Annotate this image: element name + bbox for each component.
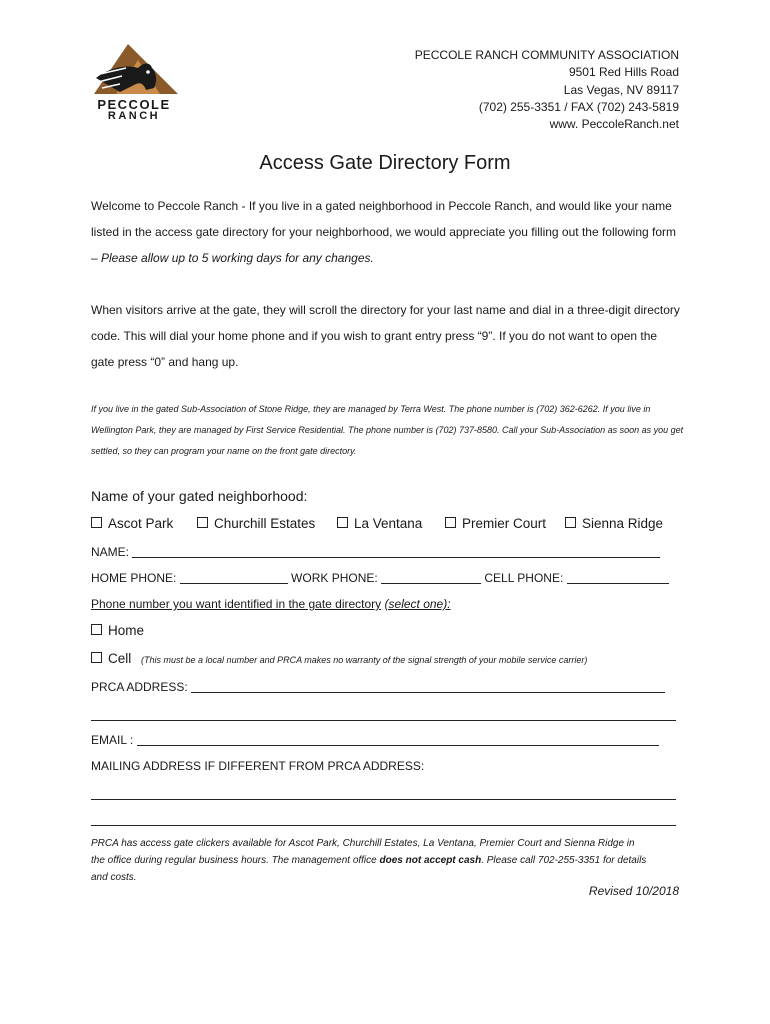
option-sienna-ridge[interactable]: Sienna Ridge	[565, 516, 663, 531]
address-block	[415, 47, 679, 133]
website-link[interactable]: www. PeccoleRanch.net	[549, 117, 679, 132]
prca-address-line-2[interactable]	[91, 720, 676, 721]
mailing-address-label: MAILING ADDRESS IF DIFFERENT FROM PRCA ADDRESS:	[91, 759, 425, 773]
logo-text-ranch: RANCH	[107, 110, 161, 122]
mailing-address-line-2[interactable]	[91, 825, 676, 826]
cell-phone-label: CELL PHONE:	[484, 571, 564, 585]
cell-note: (This must be a local number and PRCA makes no warranty of the signal strength of your mobile service carrier)	[141, 655, 588, 665]
cell-phone-field[interactable]	[567, 571, 669, 584]
no-cash-notice: does not accept cash	[379, 855, 482, 866]
email-field[interactable]	[137, 733, 659, 746]
option-premier-court[interactable]: Premier Court	[445, 516, 546, 531]
prca-address-field[interactable]	[191, 680, 665, 693]
prca-address-row	[91, 680, 665, 694]
phone-option-home[interactable]: Home	[91, 623, 144, 638]
street-address: 9501 Red Hills Road	[568, 65, 679, 80]
name-field[interactable]	[132, 545, 660, 558]
checkbox[interactable]	[197, 517, 208, 528]
logo-text-peccole: PECCOLE	[97, 97, 171, 112]
neighborhood-options	[0, 516, 770, 536]
intro-italic-note: Please allow up to 5 working days for any changes.	[101, 251, 374, 265]
sub-association-note: If you live in the gated Sub-Association of Stone Ridge, they are managed by Terra West. The phone number is (702) 362-6262. If you live in Wellington Park, they are managed by First Service Residential. The phone number is (702) 737-8580. Call your Sub-Association as soon as you get settled, so they can program your name on the front gate directory.	[91, 404, 684, 456]
option-ascot-park[interactable]: Ascot Park	[91, 516, 173, 531]
mailing-address-line-1[interactable]	[91, 799, 676, 800]
intro-paragraph	[91, 193, 683, 271]
page-title: Access Gate Directory Form	[259, 152, 511, 174]
checkbox[interactable]	[91, 652, 102, 663]
org-name: PECCOLE RANCH COMMUNITY ASSOCIATION	[414, 48, 679, 62]
city-state-zip: Las Vegas, NV 89117	[563, 82, 679, 97]
work-phone-label: WORK PHONE:	[291, 571, 378, 585]
checkbox[interactable]	[337, 517, 348, 528]
checkbox[interactable]	[565, 517, 576, 528]
email-row	[91, 733, 659, 747]
checkbox[interactable]	[445, 517, 456, 528]
neighborhood-label: Name of your gated neighborhood:	[91, 488, 308, 504]
name-label: NAME:	[91, 545, 130, 559]
phone-option-cell[interactable]: Cell (This must be a local number and PRCA makes no warranty of the signal strength of your mobile service carrier)	[91, 651, 587, 666]
visitors-paragraph: When visitors arrive at the gate, they will scroll the directory for your last name and dial in a three-digit directory code. This will dial your home phone and if you wish to grant entry press “9”. If you do not want to open the gate press “0” and hang up.	[91, 303, 680, 369]
option-churchill-estates[interactable]: Churchill Estates	[197, 516, 315, 531]
checkbox[interactable]	[91, 517, 102, 528]
phone-select-label: Phone number you want identified in the gate directory	[91, 597, 382, 611]
home-phone-field[interactable]	[180, 571, 288, 584]
name-row	[91, 545, 660, 559]
email-label: EMAIL :	[91, 733, 134, 747]
phone-select-row	[91, 597, 451, 611]
revision-date: Revised 10/2018	[588, 884, 679, 898]
phone-fax: (702) 255-3351 / FAX (702) 243-5819	[478, 99, 679, 114]
phone-select-hint: (select one):	[384, 597, 451, 611]
work-phone-field[interactable]	[381, 571, 481, 584]
prca-address-label: PRCA ADDRESS:	[91, 680, 188, 694]
home-phone-label: HOME PHONE:	[91, 571, 177, 585]
clicker-note: PRCA has access gate clickers available for Ascot Park, Churchill Estates, La Ventana, Premier Court and Sienna Ridge in the office during regular business hours. The management office does not accept cash. Please call 702-255-3351 for details and costs.	[91, 838, 647, 883]
intro-text: Welcome to Peccole Ranch - If you live in a gated neighborhood in Peccole Ranch, and would like your name listed in the access gate directory for your neighborhood, we would appreciate you filling out the following form –	[91, 199, 676, 265]
checkbox[interactable]	[91, 624, 102, 635]
option-la-ventana[interactable]: La Ventana	[337, 516, 422, 531]
phones-row	[91, 571, 669, 585]
